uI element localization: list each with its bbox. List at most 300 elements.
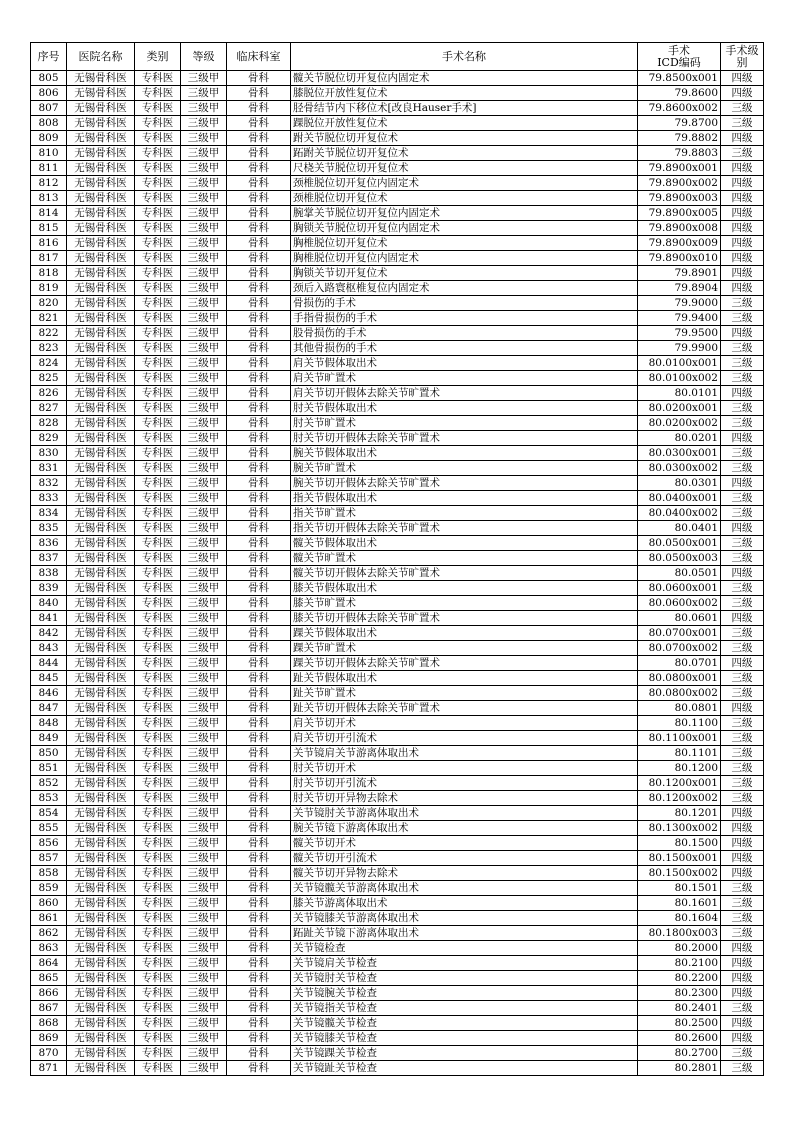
table-row xyxy=(31,161,764,176)
cell-hospital: 无锡骨科医 xyxy=(67,491,135,506)
cell-surgery-name: 腕关节切开假体去除关节旷置术 xyxy=(291,476,638,491)
cell-grade: 三级甲 xyxy=(181,986,227,1001)
cell-hospital: 无锡骨科医 xyxy=(67,266,135,281)
table-row xyxy=(31,176,764,191)
cell-category: 专科医 xyxy=(135,806,181,821)
cell-surgery-name: 趾关节旷置术 xyxy=(291,686,638,701)
cell-seq: 863 xyxy=(31,941,67,956)
cell-seq: 806 xyxy=(31,86,67,101)
cell-dept: 骨科 xyxy=(227,326,291,341)
table-row xyxy=(31,476,764,491)
cell-seq: 827 xyxy=(31,401,67,416)
cell-grade: 三级甲 xyxy=(181,611,227,626)
cell-surgery-name: 踝关节假体取出术 xyxy=(291,626,638,641)
cell-level: 四级 xyxy=(721,821,764,836)
cell-icd: 80.0501 xyxy=(638,566,721,581)
cell-hospital: 无锡骨科医 xyxy=(67,836,135,851)
cell-grade: 三级甲 xyxy=(181,491,227,506)
table-row xyxy=(31,941,764,956)
cell-hospital: 无锡骨科医 xyxy=(67,401,135,416)
cell-category: 专科医 xyxy=(135,1016,181,1031)
cell-grade: 三级甲 xyxy=(181,656,227,671)
cell-category: 专科医 xyxy=(135,356,181,371)
cell-category: 专科医 xyxy=(135,101,181,116)
cell-category: 专科医 xyxy=(135,626,181,641)
cell-dept: 骨科 xyxy=(227,506,291,521)
cell-category: 专科医 xyxy=(135,401,181,416)
cell-dept: 骨科 xyxy=(227,431,291,446)
cell-seq: 813 xyxy=(31,191,67,206)
cell-grade: 三级甲 xyxy=(181,731,227,746)
cell-icd: 80.0601 xyxy=(638,611,721,626)
cell-icd: 80.1100x001 xyxy=(638,731,721,746)
cell-icd: 80.2401 xyxy=(638,1001,721,1016)
cell-surgery-name: 关节镜腕关节检查 xyxy=(291,986,638,1001)
cell-hospital: 无锡骨科医 xyxy=(67,641,135,656)
cell-grade: 三级甲 xyxy=(181,536,227,551)
cell-seq: 871 xyxy=(31,1061,67,1076)
table-row xyxy=(31,521,764,536)
surgery-catalog-table xyxy=(30,42,764,1076)
table-row xyxy=(31,116,764,131)
cell-level: 三级 xyxy=(721,716,764,731)
cell-seq: 843 xyxy=(31,641,67,656)
cell-dept: 骨科 xyxy=(227,521,291,536)
cell-grade: 三级甲 xyxy=(181,626,227,641)
cell-level: 四级 xyxy=(721,266,764,281)
cell-icd: 80.0500x001 xyxy=(638,536,721,551)
table-row xyxy=(31,581,764,596)
cell-surgery-name: 关节镜膝关节游离体取出术 xyxy=(291,911,638,926)
table-row xyxy=(31,611,764,626)
cell-category: 专科医 xyxy=(135,1061,181,1076)
cell-icd: 79.8500x001 xyxy=(638,71,721,86)
cell-dept: 骨科 xyxy=(227,596,291,611)
cell-hospital: 无锡骨科医 xyxy=(67,656,135,671)
cell-level: 三级 xyxy=(721,776,764,791)
cell-dept: 骨科 xyxy=(227,671,291,686)
cell-icd: 80.0600x002 xyxy=(638,596,721,611)
cell-icd: 80.1501 xyxy=(638,881,721,896)
table-row xyxy=(31,341,764,356)
cell-grade: 三级甲 xyxy=(181,371,227,386)
cell-surgery-name: 髋关节切开引流术 xyxy=(291,851,638,866)
cell-level: 四级 xyxy=(721,1031,764,1046)
cell-category: 专科医 xyxy=(135,551,181,566)
cell-level: 三级 xyxy=(721,116,764,131)
cell-category: 专科医 xyxy=(135,341,181,356)
cell-surgery-name: 腕关节假体取出术 xyxy=(291,446,638,461)
cell-level: 三级 xyxy=(721,536,764,551)
cell-icd: 79.9000 xyxy=(638,296,721,311)
table-row xyxy=(31,761,764,776)
cell-surgery-name: 手指骨损伤的手术 xyxy=(291,311,638,326)
cell-dept: 骨科 xyxy=(227,146,291,161)
cell-seq: 858 xyxy=(31,866,67,881)
cell-seq: 814 xyxy=(31,206,67,221)
table-row xyxy=(31,656,764,671)
cell-category: 专科医 xyxy=(135,731,181,746)
cell-grade: 三级甲 xyxy=(181,1016,227,1031)
cell-dept: 骨科 xyxy=(227,71,291,86)
cell-seq: 819 xyxy=(31,281,67,296)
cell-dept: 骨科 xyxy=(227,476,291,491)
cell-surgery-name: 肘关节切开术 xyxy=(291,761,638,776)
cell-level: 三级 xyxy=(721,626,764,641)
cell-dept: 骨科 xyxy=(227,836,291,851)
cell-grade: 三级甲 xyxy=(181,761,227,776)
header-surgery-name: 手术名称 xyxy=(291,43,638,71)
cell-icd: 80.0100x002 xyxy=(638,371,721,386)
cell-grade: 三级甲 xyxy=(181,191,227,206)
cell-grade: 三级甲 xyxy=(181,641,227,656)
cell-icd: 80.2200 xyxy=(638,971,721,986)
cell-hospital: 无锡骨科医 xyxy=(67,761,135,776)
cell-surgery-name: 胸锁关节脱位切开复位内固定术 xyxy=(291,221,638,236)
cell-level: 四级 xyxy=(721,431,764,446)
cell-grade: 三级甲 xyxy=(181,896,227,911)
cell-dept: 骨科 xyxy=(227,296,291,311)
cell-seq: 805 xyxy=(31,71,67,86)
cell-category: 专科医 xyxy=(135,896,181,911)
cell-grade: 三级甲 xyxy=(181,476,227,491)
table-row xyxy=(31,146,764,161)
cell-level: 四级 xyxy=(721,326,764,341)
cell-hospital: 无锡骨科医 xyxy=(67,1016,135,1031)
cell-level: 四级 xyxy=(721,566,764,581)
cell-category: 专科医 xyxy=(135,431,181,446)
cell-grade: 三级甲 xyxy=(181,1031,227,1046)
cell-grade: 三级甲 xyxy=(181,686,227,701)
cell-hospital: 无锡骨科医 xyxy=(67,161,135,176)
cell-grade: 三级甲 xyxy=(181,836,227,851)
cell-surgery-name: 趾关节切开假体去除关节旷置术 xyxy=(291,701,638,716)
cell-category: 专科医 xyxy=(135,191,181,206)
cell-level: 三级 xyxy=(721,551,764,566)
cell-grade: 三级甲 xyxy=(181,356,227,371)
cell-surgery-name: 肩关节假体取出术 xyxy=(291,356,638,371)
table-row xyxy=(31,926,764,941)
cell-surgery-name: 胸椎脱位切开复位术 xyxy=(291,236,638,251)
cell-category: 专科医 xyxy=(135,206,181,221)
table-row xyxy=(31,956,764,971)
table-row xyxy=(31,461,764,476)
cell-icd: 80.1500x001 xyxy=(638,851,721,866)
cell-dept: 骨科 xyxy=(227,1046,291,1061)
cell-seq: 835 xyxy=(31,521,67,536)
cell-hospital: 无锡骨科医 xyxy=(67,416,135,431)
cell-grade: 三级甲 xyxy=(181,221,227,236)
cell-surgery-name: 关节镜髋关节游离体取出术 xyxy=(291,881,638,896)
cell-category: 专科医 xyxy=(135,416,181,431)
cell-category: 专科医 xyxy=(135,926,181,941)
cell-dept: 骨科 xyxy=(227,191,291,206)
cell-dept: 骨科 xyxy=(227,791,291,806)
cell-dept: 骨科 xyxy=(227,401,291,416)
cell-grade: 三级甲 xyxy=(181,431,227,446)
table-row xyxy=(31,551,764,566)
cell-hospital: 无锡骨科医 xyxy=(67,731,135,746)
cell-hospital: 无锡骨科医 xyxy=(67,191,135,206)
table-row xyxy=(31,791,764,806)
cell-grade: 三级甲 xyxy=(181,776,227,791)
table-row xyxy=(31,371,764,386)
cell-category: 专科医 xyxy=(135,146,181,161)
cell-hospital: 无锡骨科医 xyxy=(67,776,135,791)
cell-category: 专科医 xyxy=(135,1046,181,1061)
cell-surgery-name: 关节镜肩关节检查 xyxy=(291,956,638,971)
cell-level: 三级 xyxy=(721,926,764,941)
cell-surgery-name: 关节镜髋关节检查 xyxy=(291,1016,638,1031)
cell-dept: 骨科 xyxy=(227,1061,291,1076)
cell-icd: 80.0300x001 xyxy=(638,446,721,461)
cell-surgery-name: 肩关节切开术 xyxy=(291,716,638,731)
cell-icd: 80.0300x002 xyxy=(638,461,721,476)
cell-category: 专科医 xyxy=(135,386,181,401)
cell-category: 专科医 xyxy=(135,491,181,506)
cell-category: 专科医 xyxy=(135,1001,181,1016)
cell-surgery-name: 肩关节旷置术 xyxy=(291,371,638,386)
cell-seq: 812 xyxy=(31,176,67,191)
cell-hospital: 无锡骨科医 xyxy=(67,371,135,386)
table-row xyxy=(31,1001,764,1016)
cell-category: 专科医 xyxy=(135,791,181,806)
table-row xyxy=(31,251,764,266)
cell-level: 四级 xyxy=(721,386,764,401)
cell-grade: 三级甲 xyxy=(181,296,227,311)
cell-seq: 870 xyxy=(31,1046,67,1061)
cell-seq: 822 xyxy=(31,326,67,341)
cell-icd: 80.0301 xyxy=(638,476,721,491)
table-row xyxy=(31,596,764,611)
cell-seq: 832 xyxy=(31,476,67,491)
cell-level: 四级 xyxy=(721,701,764,716)
cell-category: 专科医 xyxy=(135,671,181,686)
cell-category: 专科医 xyxy=(135,716,181,731)
table-row xyxy=(31,71,764,86)
cell-dept: 骨科 xyxy=(227,461,291,476)
cell-category: 专科医 xyxy=(135,566,181,581)
cell-hospital: 无锡骨科医 xyxy=(67,521,135,536)
cell-seq: 808 xyxy=(31,116,67,131)
cell-level: 四级 xyxy=(721,806,764,821)
cell-level: 三级 xyxy=(721,881,764,896)
cell-hospital: 无锡骨科医 xyxy=(67,71,135,86)
cell-level: 四级 xyxy=(721,521,764,536)
cell-icd: 80.0800x001 xyxy=(638,671,721,686)
cell-icd: 79.9500 xyxy=(638,326,721,341)
cell-dept: 骨科 xyxy=(227,971,291,986)
cell-seq: 829 xyxy=(31,431,67,446)
header-category: 类别 xyxy=(135,43,181,71)
cell-seq: 841 xyxy=(31,611,67,626)
cell-grade: 三级甲 xyxy=(181,716,227,731)
cell-seq: 816 xyxy=(31,236,67,251)
table-header-row xyxy=(31,43,764,71)
cell-icd: 80.2100 xyxy=(638,956,721,971)
cell-dept: 骨科 xyxy=(227,356,291,371)
cell-icd: 80.2700 xyxy=(638,1046,721,1061)
cell-hospital: 无锡骨科医 xyxy=(67,581,135,596)
cell-icd: 80.1300x002 xyxy=(638,821,721,836)
cell-hospital: 无锡骨科医 xyxy=(67,296,135,311)
cell-dept: 骨科 xyxy=(227,1016,291,1031)
cell-level: 三级 xyxy=(721,1046,764,1061)
cell-surgery-name: 髋关节旷置术 xyxy=(291,551,638,566)
cell-dept: 骨科 xyxy=(227,86,291,101)
cell-surgery-name: 关节镜肩关节游离体取出术 xyxy=(291,746,638,761)
cell-surgery-name: 肘关节切开异物去除术 xyxy=(291,791,638,806)
cell-hospital: 无锡骨科医 xyxy=(67,611,135,626)
cell-level: 三级 xyxy=(721,446,764,461)
cell-grade: 三级甲 xyxy=(181,236,227,251)
table-row xyxy=(31,491,764,506)
table-row xyxy=(31,776,764,791)
table-row xyxy=(31,701,764,716)
cell-hospital: 无锡骨科医 xyxy=(67,206,135,221)
cell-hospital: 无锡骨科医 xyxy=(67,671,135,686)
cell-grade: 三级甲 xyxy=(181,161,227,176)
cell-level: 三级 xyxy=(721,1001,764,1016)
cell-dept: 骨科 xyxy=(227,701,291,716)
cell-seq: 815 xyxy=(31,221,67,236)
cell-icd: 79.8900x009 xyxy=(638,236,721,251)
cell-hospital: 无锡骨科医 xyxy=(67,851,135,866)
cell-level: 三级 xyxy=(721,581,764,596)
cell-level: 三级 xyxy=(721,911,764,926)
cell-surgery-name: 肩关节切开引流术 xyxy=(291,731,638,746)
cell-seq: 864 xyxy=(31,956,67,971)
cell-icd: 80.0201 xyxy=(638,431,721,446)
cell-surgery-name: 髋关节切开异物去除术 xyxy=(291,866,638,881)
cell-hospital: 无锡骨科医 xyxy=(67,896,135,911)
cell-dept: 骨科 xyxy=(227,761,291,776)
cell-category: 专科医 xyxy=(135,476,181,491)
table-row xyxy=(31,101,764,116)
cell-level: 三级 xyxy=(721,731,764,746)
cell-icd: 80.1100 xyxy=(638,716,721,731)
cell-seq: 845 xyxy=(31,671,67,686)
cell-surgery-name: 关节镜肘关节检查 xyxy=(291,971,638,986)
cell-hospital: 无锡骨科医 xyxy=(67,311,135,326)
cell-hospital: 无锡骨科医 xyxy=(67,956,135,971)
cell-icd: 80.0100x001 xyxy=(638,356,721,371)
cell-icd: 80.0200x002 xyxy=(638,416,721,431)
cell-hospital: 无锡骨科医 xyxy=(67,986,135,1001)
cell-grade: 三级甲 xyxy=(181,671,227,686)
cell-icd: 79.8900x001 xyxy=(638,161,721,176)
cell-icd: 80.0801 xyxy=(638,701,721,716)
cell-surgery-name: 肘关节假体取出术 xyxy=(291,401,638,416)
cell-category: 专科医 xyxy=(135,461,181,476)
cell-dept: 骨科 xyxy=(227,416,291,431)
cell-category: 专科医 xyxy=(135,581,181,596)
cell-surgery-name: 股骨损伤的手术 xyxy=(291,326,638,341)
cell-icd: 80.1604 xyxy=(638,911,721,926)
table-row xyxy=(31,896,764,911)
cell-surgery-name: 踝关节旷置术 xyxy=(291,641,638,656)
cell-dept: 骨科 xyxy=(227,896,291,911)
cell-category: 专科医 xyxy=(135,131,181,146)
cell-grade: 三级甲 xyxy=(181,446,227,461)
cell-seq: 846 xyxy=(31,686,67,701)
cell-icd: 79.8904 xyxy=(638,281,721,296)
cell-icd: 80.1101 xyxy=(638,746,721,761)
cell-level: 四级 xyxy=(721,986,764,1001)
cell-seq: 823 xyxy=(31,341,67,356)
cell-hospital: 无锡骨科医 xyxy=(67,281,135,296)
cell-hospital: 无锡骨科医 xyxy=(67,461,135,476)
table-row xyxy=(31,446,764,461)
cell-grade: 三级甲 xyxy=(181,281,227,296)
cell-grade: 三级甲 xyxy=(181,401,227,416)
cell-level: 三级 xyxy=(721,746,764,761)
table-row xyxy=(31,536,764,551)
cell-grade: 三级甲 xyxy=(181,971,227,986)
cell-icd: 80.2801 xyxy=(638,1061,721,1076)
cell-category: 专科医 xyxy=(135,86,181,101)
cell-category: 专科医 xyxy=(135,326,181,341)
header-level: 手术级 别 xyxy=(721,43,764,71)
cell-dept: 骨科 xyxy=(227,176,291,191)
cell-level: 三级 xyxy=(721,296,764,311)
cell-dept: 骨科 xyxy=(227,641,291,656)
cell-category: 专科医 xyxy=(135,761,181,776)
cell-dept: 骨科 xyxy=(227,686,291,701)
cell-grade: 三级甲 xyxy=(181,116,227,131)
cell-surgery-name: 关节镜踝关节检查 xyxy=(291,1046,638,1061)
cell-icd: 79.8803 xyxy=(638,146,721,161)
cell-level: 四级 xyxy=(721,866,764,881)
cell-dept: 骨科 xyxy=(227,731,291,746)
cell-hospital: 无锡骨科医 xyxy=(67,926,135,941)
cell-dept: 骨科 xyxy=(227,956,291,971)
cell-hospital: 无锡骨科医 xyxy=(67,1031,135,1046)
cell-surgery-name: 趾关节假体取出术 xyxy=(291,671,638,686)
cell-level: 三级 xyxy=(721,671,764,686)
cell-dept: 骨科 xyxy=(227,581,291,596)
cell-category: 专科医 xyxy=(135,851,181,866)
cell-seq: 834 xyxy=(31,506,67,521)
cell-seq: 824 xyxy=(31,356,67,371)
cell-icd: 79.8900x008 xyxy=(638,221,721,236)
cell-dept: 骨科 xyxy=(227,251,291,266)
cell-surgery-name: 胸椎脱位切开复位内固定术 xyxy=(291,251,638,266)
cell-dept: 骨科 xyxy=(227,926,291,941)
cell-surgery-name: 指关节旷置术 xyxy=(291,506,638,521)
cell-category: 专科医 xyxy=(135,251,181,266)
cell-hospital: 无锡骨科医 xyxy=(67,551,135,566)
cell-dept: 骨科 xyxy=(227,566,291,581)
cell-surgery-name: 肩关节切开假体去除关节旷置术 xyxy=(291,386,638,401)
cell-category: 专科医 xyxy=(135,446,181,461)
cell-category: 专科医 xyxy=(135,971,181,986)
cell-grade: 三级甲 xyxy=(181,341,227,356)
table-row xyxy=(31,296,764,311)
cell-surgery-name: 关节镜趾关节检查 xyxy=(291,1061,638,1076)
cell-category: 专科医 xyxy=(135,521,181,536)
cell-seq: 837 xyxy=(31,551,67,566)
cell-icd: 79.8900x002 xyxy=(638,176,721,191)
cell-category: 专科医 xyxy=(135,686,181,701)
table-row xyxy=(31,986,764,1001)
cell-hospital: 无锡骨科医 xyxy=(67,716,135,731)
cell-hospital: 无锡骨科医 xyxy=(67,251,135,266)
cell-level: 三级 xyxy=(721,101,764,116)
cell-grade: 三级甲 xyxy=(181,521,227,536)
cell-grade: 三级甲 xyxy=(181,821,227,836)
cell-icd: 80.0400x001 xyxy=(638,491,721,506)
